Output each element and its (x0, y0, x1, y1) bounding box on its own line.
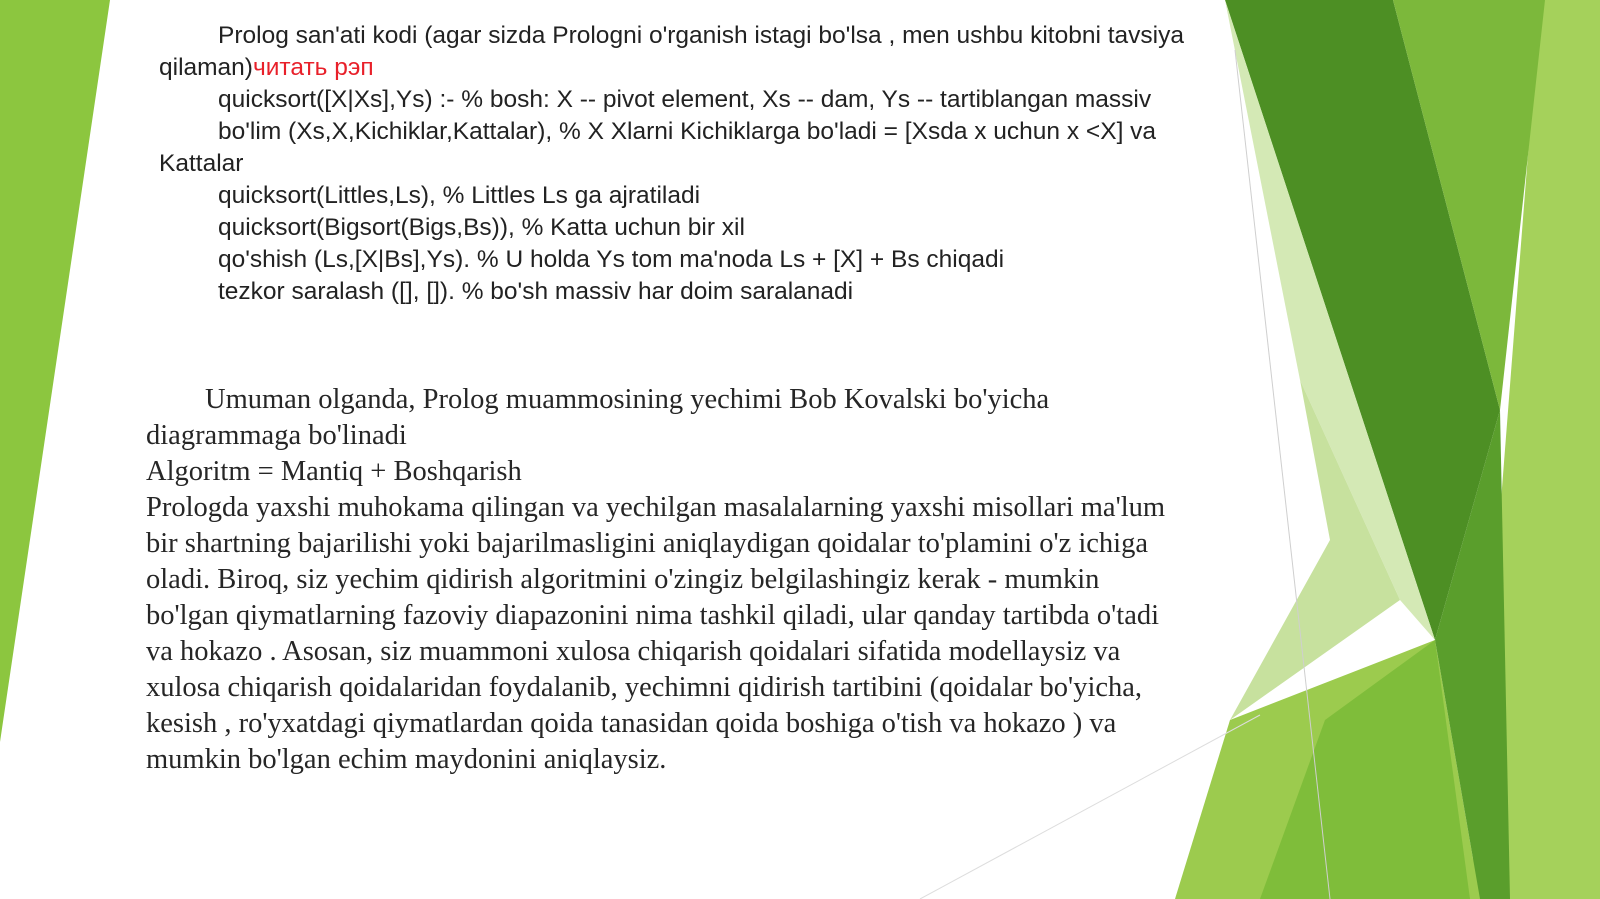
code-line-partition: bo'lim (Xs,X,Kichiklar,Kattalar), % X Xlarni Kichiklarga bo'ladi = [Xsda x uchun x <X] va Kattalar (159, 118, 1157, 177)
code-line-append: qo'shish (Ls,[X|Bs],Ys). % U holda Ys tom ma'noda Ls + [X] + Bs chiqadi (218, 246, 1005, 273)
prose-paragraph: Prologda yaxshi muhokama qilingan va yechilgan masalalarning yaxshi misollari ma'lum bir shartning bajarilishi yoki bajarilmasligini aniqlaydigan qoidalar to'plamini o'z ichiga oladi. Biroq, siz yechim qidirish algoritmini o'zingiz belgilashingiz kerak - mumkin bo'lgan qiymatlarning fazoviy diapazonini nima tashkil qiladi, ular qanday tartibda o'tadi va hokazo . Asosan, siz muammoni xulosa chiqarish qoidalari sifatida modellaysiz va xulosa chiqarish qoidalaridan foydalanib, yechimni qidirish tartibini (qoidalar bo'yicha, kesish , ro'yxatdagi qiymatlardan qoida tanasidan qoida boshiga o'tish va hokazo ) va mumkin bo'lgan echim maydonini aniqlaysiz. (146, 492, 1166, 775)
algorithm-formula: Algoritm = Mantiq + Boshqarish (146, 456, 522, 487)
code-intro-text: Prolog san'ati kodi (agar sizda Prologni o'rganish istagi bo'lsa , men ushbu kitobni tavsiya qilaman) (159, 22, 1184, 81)
prose-intro: Umuman olganda, Prolog muammosining yechimi Bob Kovalski bo'yicha diagrammaga bo'linadi (146, 384, 1050, 451)
code-line-quicksort-bigs: quicksort(Bigsort(Bigs,Bs)), % Katta uchun bir xil (218, 214, 745, 241)
prolog-code-block (159, 20, 1219, 308)
code-line-quicksort-head: quicksort([X|Xs],Ys) :- % bosh: X -- pivot element, Xs -- dam, Ys -- tartiblangan massiv (218, 86, 1152, 113)
code-line-base-case: tezkor saralash ([], []). % bo'sh massiv har doim saralanadi (218, 278, 854, 305)
code-intro-line (159, 20, 1219, 84)
code-line-quicksort-littles: quicksort(Littles,Ls), % Littles Ls ga ajratiladi (218, 182, 701, 209)
prose-block (146, 382, 1166, 778)
left-green-wedge (0, 0, 110, 742)
read-rap-link[interactable]: читать рэп (252, 54, 374, 81)
